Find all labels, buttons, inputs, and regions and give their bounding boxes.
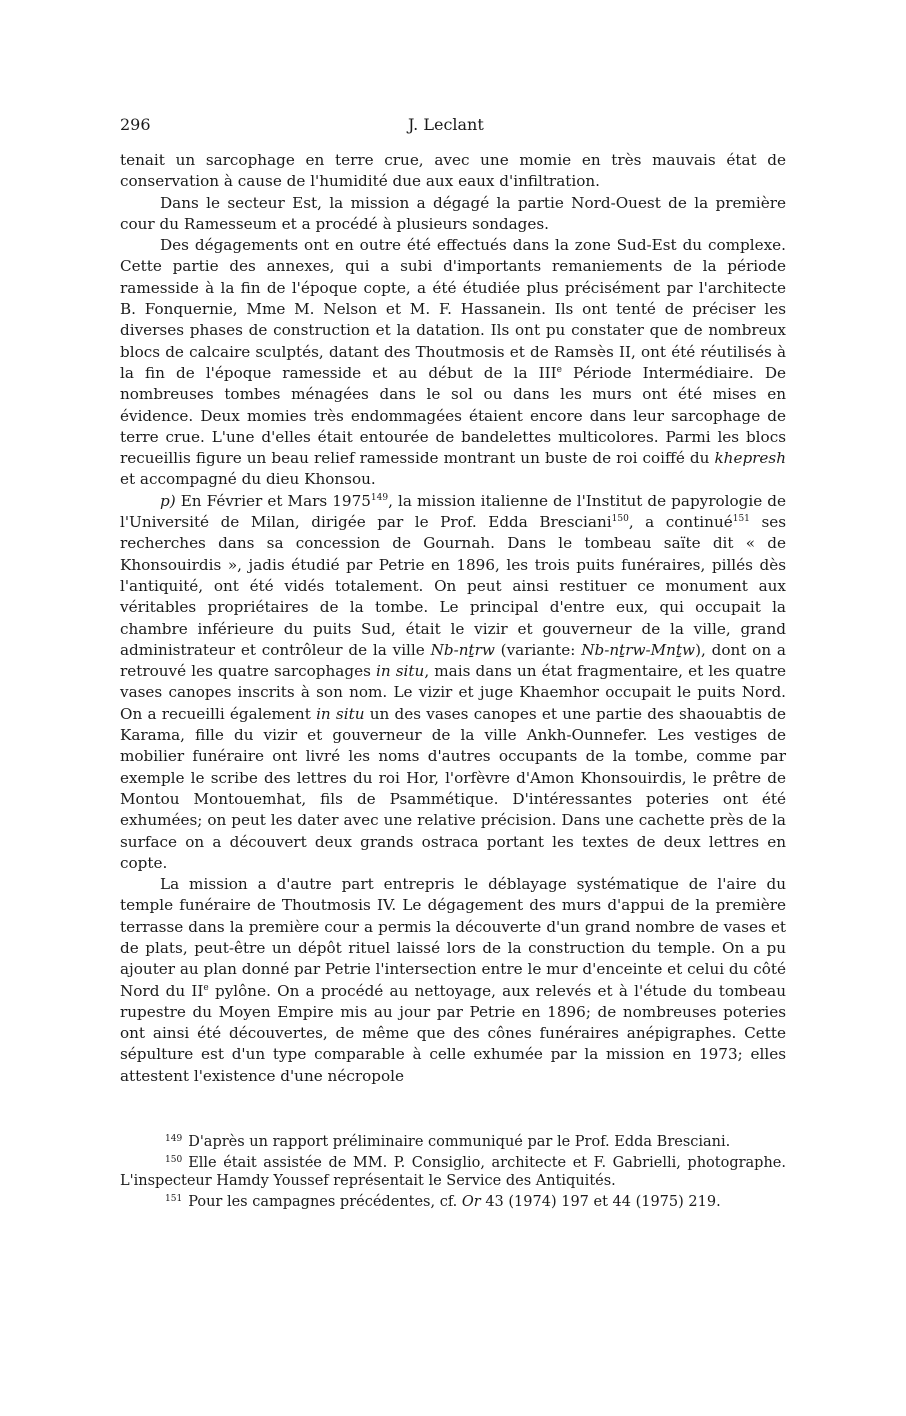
section-label: p) [160,491,176,510]
paragraph-4-text-d: ses recherches dans sa concession de Gournah. Dans le tombeau saïte dit « de Khonsouirdis », jadis étudié par Petrie en 1896, les trois puits funéraires, pillés dès l'antiquité, ont été vidés totalement. On peut ainsi restituer ce monument aux véritables propriétaires de la tombe. Le principal d'entre eux, qui occupait la chambre inférieure du puits Sud, était le vizir et gouverneur de la ville, grand administrateur et contrôleur de la ville [120,513,787,659]
footnote-text: Elle était assistée de MM. P. Consiglio, architecte et F. Gabrielli, photographe. L'inspecteur Hamdy Youssef représentait le Service des Antiquités. [120,1155,786,1189]
footnote-ref-149[interactable]: 149 [370,492,389,503]
italic-term: khepresh [714,449,786,468]
italic-term: Nb-nṯrw-Mnṯw [581,640,696,659]
footnote-text: Pour les campagnes précédentes, cf. [188,1194,462,1210]
footnote-text: D'après un rapport préliminaire communiqué par le Prof. Edda Bresciani. [188,1134,731,1150]
footnote-151 [120,1190,786,1211]
footnote-150 [120,1151,786,1190]
paragraph-2 [120,193,786,236]
paragraph-4-text-c: , a continué [628,513,733,532]
paragraph-2-text: Dans le secteur Est, la mission a dégagé la partie Nord-Ouest de la première cour du Ramesseum et a procédé à plusieurs sondages. [120,193,786,233]
footnote-number: 151 [165,1194,183,1204]
paragraph-4-text-g: , mais dans un état fragmentaire, et les quatre vases canopes inscrits à son nom. Le vizir et juge Khaemhor occupait le puits Nord. On a recueilli également [120,662,786,723]
paragraph-4 [120,491,786,874]
italic-term: Or [461,1194,481,1210]
footnote-number: 149 [165,1134,183,1144]
italic-term: in situ [376,662,425,681]
footnote-text: 43 (1974) 197 et 44 (1975) 219. [480,1194,721,1210]
paragraph-4-text-f: ), dont on a retrouvé les quatre sarcophages [120,640,786,681]
paragraph-5 [120,874,786,1087]
paragraph-4-text-a: En Février et Mars 1975 [175,491,371,510]
footnote-number: 150 [165,1155,183,1165]
page-header [120,115,786,137]
footnote-ref-151[interactable]: 151 [732,514,750,525]
paragraph-3-text-a: Des dégagements ont en outre été effectués dans la zone Sud-Est du complexe. Cette partie des annexes, qui a subi d'importants remaniements de la période ramesside à la fin de l'époque copte, a été étudiée plus précisément par l'architecte B. Fonquernie, Mme M. Nelson et M. F. Hassanein. Ils ont tenté de préciser les diverses phases de construction et la datation. Ils ont pu constater que de nombreux blocs de calcaire sculptés, datant des Thoutmosis et de Ramsès II, ont été réutilisés à la fin de l'époque ramesside et au début de la III [120,236,786,382]
paragraph-1 [120,150,786,193]
paragraph-4-text-h: un des vases canopes et une partie des shaouabtis de Karama, fille du vizir et gouverneur de la ville Ankh-Ounnefer. Les vestiges de mobilier funéraire ont livré les noms d'autres occupants de la tombe, comme par exemple le scribe des lettres du roi Hor, l'orfèvre d'Amon Khonsouirdis, le prêtre de Montou Montouemhat, fils de Psammétique. D'intéressantes poteries ont été exhumées; on peut les dater avec une relative précision. Dans une cachette près de la surface on a découvert deux grands ostraca portant les textes de deux lettres en copte. [120,704,786,872]
paragraph-3 [120,235,786,491]
ordinal-superscript: e [556,364,562,375]
paragraph-5-text-b: pylône. On a procédé au nettoyage, aux relevés et à l'étude du tombeau rupestre du Moyen Empire mis au jour par Petrie en 1896; de nombreuses poteries ont ainsi été découvertes, de même que des cônes funéraires anépigraphes. Cette sépulture est d'un type comparable à celle exhumée par la mission en 1973; elles attestent l'existence d'une nécropole [120,981,786,1085]
paragraph-1-text: tenait un sarcophage en terre crue, avec une momie en très mauvais état de conservation à cause de l'humidité due aux eaux d'infiltration. [120,151,786,191]
paragraph-4-text-e: (variante: [494,640,582,659]
running-head: J. Leclant [408,115,484,134]
body-text [120,150,786,1087]
footnotes [120,1130,786,1211]
paragraph-5-text-a: La mission a d'autre part entrepris le déblayage systématique de l'aire du temple funéraire de Thoutmosis IV. Le dégagement des murs d'appui de la première terrasse dans la première cour a permis la découverte d'un grand nombre de vases et de plats, peut-être un dépôt rituel laissé lors de la construction du temple. On a pu ajouter au plan donné par Petrie l'intersection entre le mur d'enceinte et celui du côté Nord du II [120,875,786,1000]
footnote-149 [120,1130,786,1151]
italic-term: in situ [316,704,365,723]
paragraph-4-text-b: , la mission italienne de l'Institut de papyrologie de l'Université de Milan, dirigée par le Prof. Edda Bresciani [120,491,786,532]
page-number: 296 [120,115,151,134]
paragraph-3-text-b: Période Intermédiaire. De nombreuses tombes ménagées dans le sol ou dans les murs ont été mises en évidence. Deux momies très endommagées étaient encore dans leur sarcophage de terre crue. L'une d'elles était entourée de bandelettes multicolores. Parmi les blocs recueillis figure un beau relief ramesside montrant un buste de roi coiffé du [120,363,786,468]
footnote-ref-150[interactable]: 150 [611,514,629,525]
document-page [120,0,786,1416]
italic-term: Nb-nṯrw [430,640,495,659]
paragraph-3-text-c: et accompagné du dieu Khonsou. [120,470,376,489]
ordinal-superscript: e [203,982,209,993]
